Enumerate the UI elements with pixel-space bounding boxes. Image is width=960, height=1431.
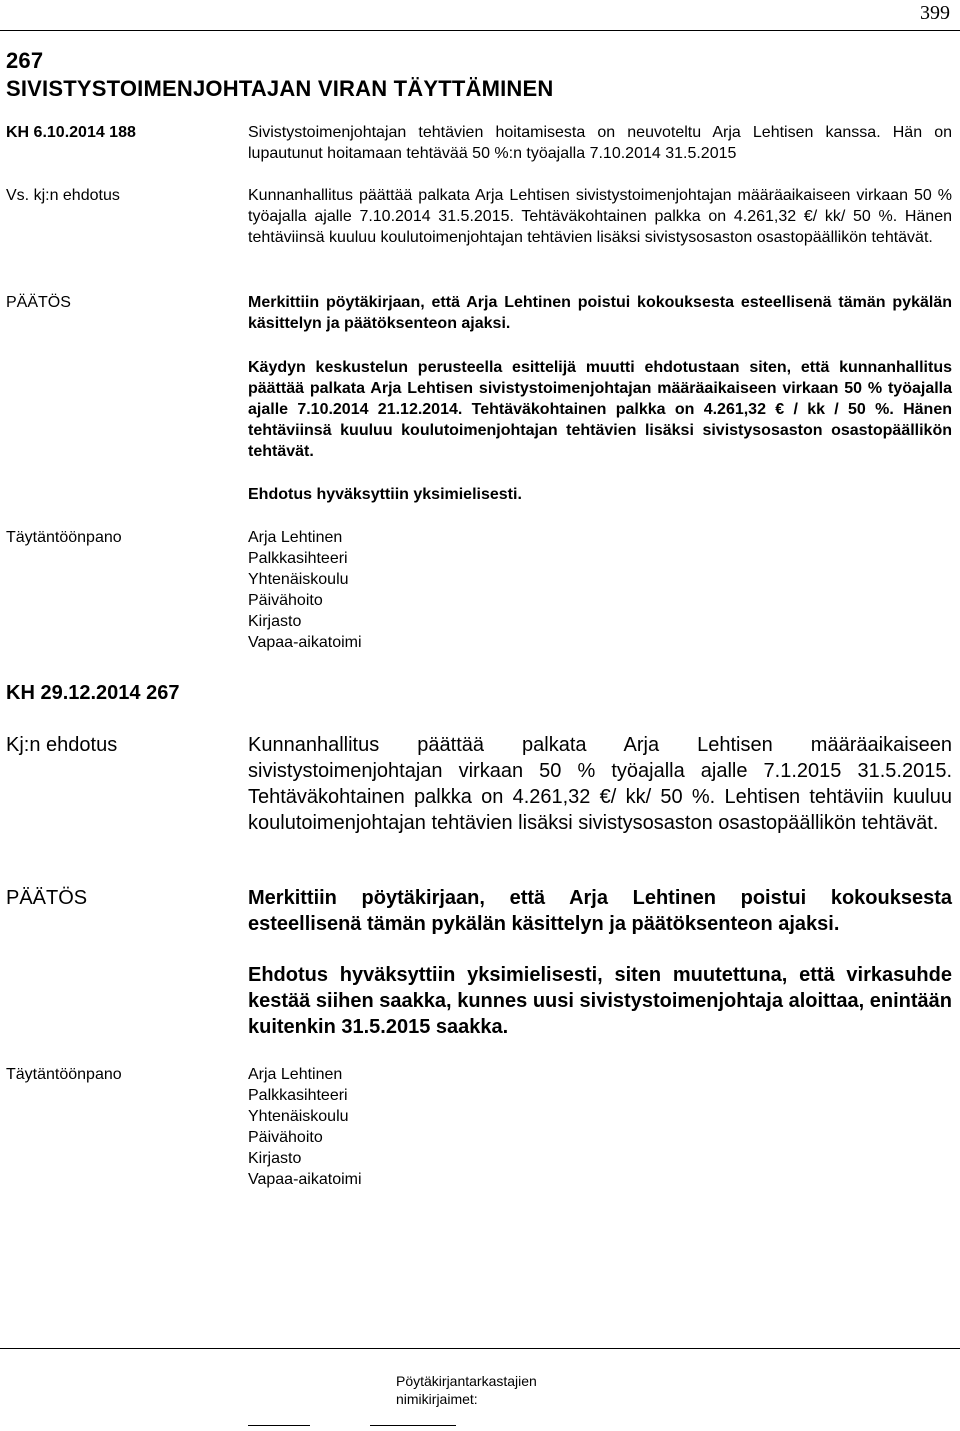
decision-paragraph: Merkittiin pöytäkirjaan, että Arja Lehtinen poistui kokouksesta esteellisenä tämän pykälän käsittelyn ja päätöksenteon ajaksi. (248, 887, 952, 935)
recipient: Päivähoito (248, 592, 323, 609)
footer-rule (0, 1348, 960, 1349)
proposal-paragraph: Kunnanhallitus päättää palkata Arja Lehtisen sivistystoimenjohtajan määräaikaiseen virkaan 50 % työajalla ajalle 7.10.2014 31.5.2015. Tehtäväkohtainen palkka on 4.261,32 €/ kk/ 50 %. Hänen tehtäviinsä kuuluu koulutoimenjohtajan tehtävien lisäksi sivistysosaston osastopäällikön tehtävät. (248, 187, 952, 246)
signature-line (370, 1425, 456, 1426)
decision-paragraph: Ehdotus hyväksyttiin yksimielisesti, siten muutettuna, että virkasuhde kestää siihen saakka, kunnes uusi sivistystoimenjohtaja aloittaa, enintään kuitenkin 31.5.2015 saakka. (248, 964, 952, 1038)
meeting-reference: KH 6.10.2014 188 (6, 124, 136, 141)
intro-paragraph: Sivistystoimenjohtajan tehtävien hoitamisesta on neuvoteltu Arja Lehtisen kanssa. Hän on lupautunut hoitamaan tehtävää 50 %:n työajalla 7.10.2014 31.5.2015 (248, 124, 952, 162)
meeting-reference: KH 29.12.2014 267 (6, 682, 180, 704)
proposal-label: Kj:n ehdotus (6, 734, 118, 756)
decision-label: PÄÄTÖS (6, 887, 88, 909)
recipient: Yhtenäiskoulu (248, 1108, 349, 1125)
section-title: SIVISTYSTOIMENJOHTAJAN VIRAN TÄYTTÄMINEN (6, 76, 554, 101)
recipient: Palkkasihteeri (248, 1087, 348, 1104)
recipient: Yhtenäiskoulu (248, 571, 349, 588)
signature-line (248, 1425, 310, 1426)
recipient: Palkkasihteeri (248, 550, 348, 567)
footer-label (396, 1372, 537, 1408)
recipient: Vapaa-aikatoimi (248, 634, 362, 651)
page-number: 399 (920, 2, 950, 24)
execution-label: Täytäntöönpano (6, 529, 122, 546)
recipient: Arja Lehtinen (248, 1066, 343, 1083)
decision-paragraph: Ehdotus hyväksyttiin yksimielisesti. (248, 486, 522, 503)
recipient: Päivähoito (248, 1129, 323, 1146)
recipient-list (248, 527, 362, 653)
proposal-paragraph: Kunnanhallitus päättää palkata Arja Lehtisen määräaikaiseen sivistystoimenjohtajan virkaan 50 % työajalla ajalle 7.1.2015 31.5.2015. Tehtäväkohtainen palkka on 4.261,32 €/ kk/ 50 %. Lehtisen tehtäviin kuuluu koulutoimenjohtajan tehtävien lisäksi sivistysosaston osastopäällikön tehtävät. (248, 734, 952, 834)
recipient: Kirjasto (248, 613, 302, 630)
execution-label: Täytäntöönpano (6, 1066, 122, 1083)
decision-label: PÄÄTÖS (6, 294, 71, 311)
decision-paragraph: Käydyn keskustelun perusteella esittelijä muutti ehdotustaan siten, että kunnanhallitus päättää palkata Arja Lehtisen sivistystoimenjohtajan määräaikaiseen virkaan 50 % työajalla ajalle 7.10.2014 21.12.2014. Tehtäväkohtainen palkka on 4.261,32 € / kk / 50 %. Hänen tehtäviinsä kuuluu koulutoimenjohtajan tehtävien lisäksi sivistysosaston osastopäällikön tehtävät. (248, 359, 952, 460)
recipient-list (248, 1064, 362, 1190)
decision-paragraph: Merkittiin pöytäkirjaan, että Arja Lehtinen poistui kokouksesta esteellisenä tämän pykälän käsittelyn ja päätöksenteon ajaksi. (248, 294, 952, 332)
footer-line: Pöytäkirjantarkastajien (396, 1373, 537, 1389)
section-number: 267 (6, 48, 44, 73)
recipient: Kirjasto (248, 1150, 302, 1167)
header-rule (0, 30, 960, 31)
footer-line: nimikirjaimet: (396, 1391, 478, 1407)
recipient: Vapaa-aikatoimi (248, 1171, 362, 1188)
proposal-label: Vs. kj:n ehdotus (6, 187, 120, 204)
recipient: Arja Lehtinen (248, 529, 343, 546)
